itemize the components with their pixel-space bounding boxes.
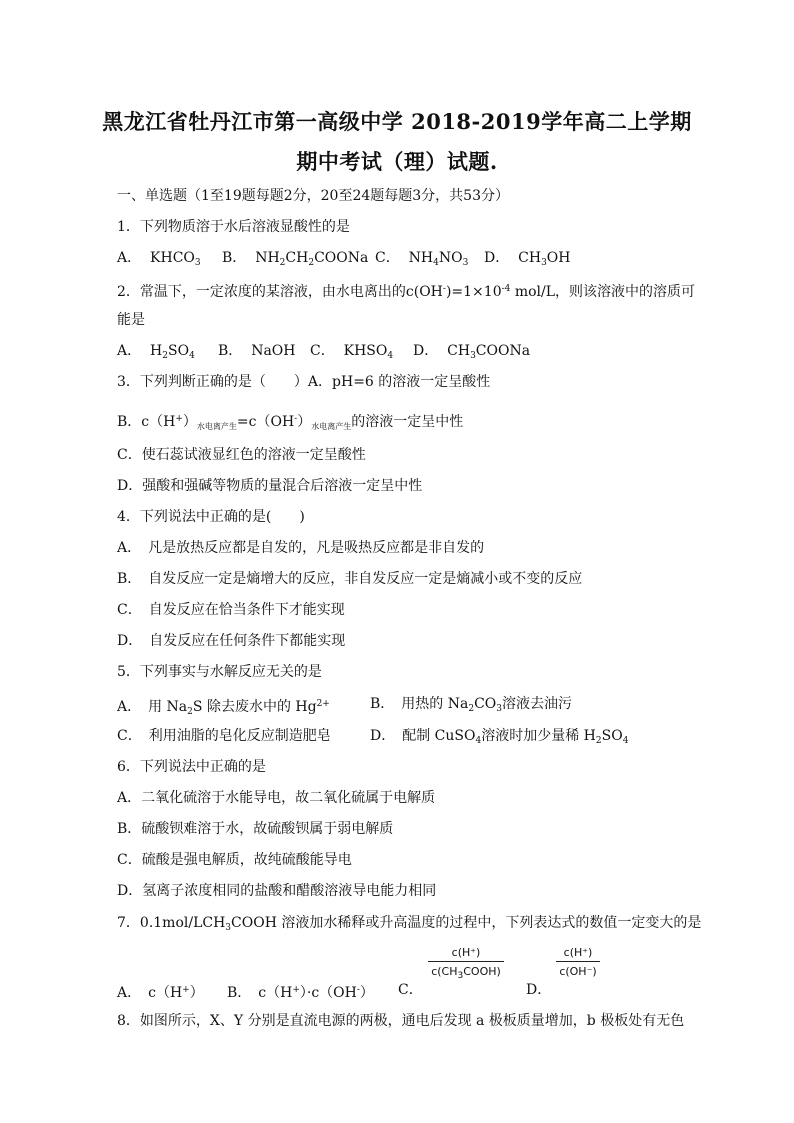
question-2-stem: 2．常温下，一定浓度的某溶液，由水电离出的$c(OH^-)=1\times 10^{-4}$ mol/L，则该溶液中的溶质可: [117, 284, 696, 300]
question-3-option-d: D．强酸和强碱等物质的量混合后溶液一定呈中性: [117, 478, 423, 494]
question-4-option-b: B． 自发反应一定是熵增大的反应，非自发反应一定是熵减小或不变的反应: [117, 571, 583, 587]
section-heading: 一、单选题（1至19题每题2分，20至24题每题3分，共53分）: [117, 188, 509, 204]
question-5-option-a: A． 用 $Na_2S$ 除去废水中的 $Hg^{2+}$: [117, 699, 330, 717]
question-1-option-d: D． $CH_3OH$: [484, 250, 571, 268]
question-6-option-d: D．氢离子浓度相同的盐酸和醋酸溶液导电能力相同: [117, 883, 437, 899]
question-2-option-a: A． $H_2SO_4$: [117, 343, 195, 361]
question-7-option-d-label: D．: [526, 982, 552, 998]
page-title-line2: 期中考试（理）试题.: [296, 149, 498, 174]
fraction-numerator: c(H⁺): [451, 946, 481, 959]
question-6-option-b: B．硫酸钡难溶于水，故硫酸钡属于弱电解质: [117, 821, 394, 837]
question-7-option-a: A． c（H+）: [117, 985, 204, 1001]
question-3-option-c: C．使石蕊试液显红色的溶液一定呈酸性: [117, 447, 366, 463]
question-5-option-b: B． 用热的 $Na_2CO_3$溶液去油污: [370, 696, 573, 714]
question-7-option-c-label: C．: [398, 982, 423, 998]
question-8-stem: 8．如图所示，X、Y 分别是直流电源的两极，通电后发现 a 极板质量增加，b 极板处有无色: [117, 1013, 685, 1029]
question-7-stem: 7．$0.1mol/LCH_3COOH$ 溶液加水稀释或升高温度的过程中，下列表达式的数值一定变大的是: [117, 915, 702, 933]
fraction-denominator: $c(CH_3COOH)$: [431, 965, 501, 981]
question-3-option-b: B．$c(H^+)_{水电离产生}=c(OH^-)_{水电离产生}$的溶液一定呈中性: [117, 414, 464, 431]
question-5-option-d: D． 配制 CuSO$_4$溶液时加少量稀 $H_2SO_4$: [370, 728, 629, 746]
question-6-option-a: A．二氧化硫溶于水能导电，故二氧化硫属于电解质: [117, 790, 436, 806]
question-4-option-c: C． 自发反应在恰当条件下才能实现: [117, 602, 345, 618]
question-5-option-c: C． 利用油脂的皂化反应制造肥皂: [117, 728, 331, 744]
fraction-denominator: c(OH⁻): [559, 965, 597, 978]
question-1-option-a: A． $KHCO_3$: [117, 250, 201, 268]
question-7-option-d-fraction: [556, 946, 600, 978]
question-2-option-c: C． $KHSO_4$: [310, 343, 394, 361]
question-4-option-d: D． 自发反应在任何条件下都能实现: [117, 633, 346, 649]
question-2-stem-continued: 能是: [117, 312, 145, 328]
question-6-option-c: C．硫酸是强电解质，故纯硫酸能导电: [117, 852, 352, 868]
fraction-numerator: c(H⁺): [563, 946, 593, 959]
question-3-stem: 3．下列判断正确的是（ ）A．pH=6 的溶液一定呈酸性: [117, 374, 491, 390]
question-5-stem: 5．下列事实与水解反应无关的是: [117, 664, 322, 680]
question-2-option-d: D． $CH_3COONa$: [413, 343, 531, 361]
question-1-stem: 1．下列物质溶于水后溶液显酸性的是: [117, 219, 350, 235]
question-1-option-c: C． $NH_4NO_3$: [375, 250, 469, 268]
question-4-stem: 4．下列说法中正确的是( ): [117, 509, 305, 525]
question-6-stem: 6．下列说法中正确的是: [117, 759, 266, 775]
question-7-option-b: B． c（H+）·c（OH-）: [227, 985, 374, 1001]
question-2-option-b: B． NaOH: [218, 343, 296, 359]
question-4-option-a: A． 凡是放热反应都是自发的，凡是吸热反应都是非自发的: [117, 540, 485, 556]
page-title-line1: 黑龙江省牡丹江市第一高级中学 2018-2019学年高二上学期: [102, 109, 692, 134]
question-1-option-b: B． $NH_2CH_2COONa$: [222, 250, 369, 268]
question-7-option-c-fraction: [428, 946, 504, 981]
